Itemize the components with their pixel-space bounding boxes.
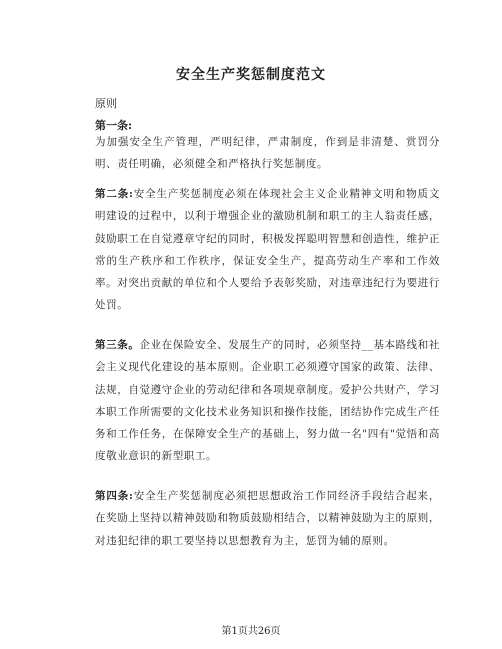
- article2-paragraph: [78, 183, 440, 317]
- article1-text: [78, 131, 440, 176]
- section-label: 原则: [95, 97, 117, 110]
- article2-heading: 第二条:: [95, 188, 134, 200]
- article4-body: 安全生产奖惩制度必须把思想政治工作同经济手段结合起来，在奖励上坚持以精神鼓励和物质鼓励相结合，以精神鼓励为主的原则，对违犯纪律的职工要坚持以思想教育为主，惩罚为辅的原则。: [95, 490, 440, 547]
- page-title: 安全生产奖惩制度范文: [176, 67, 326, 83]
- article3-body: 企业在保险安全、发展生产的同时，必须坚持__基本路线和社会主义现代化建设的基本原则。企业职工必须遵守国家的政策、法律、法规，自觉遵守企业的劳动纪律和各项规章制度。爱护公共财产，学习本职工作所需要的文化技术业务知识和操作技能，团结协作完成生产任务和工作任务，在保障安全生产的基础上，努力做一名"四有"觉悟和高度敬业意识的新型职工。: [95, 339, 440, 463]
- article4-paragraph: [78, 485, 440, 552]
- article4-heading: 第四条:: [95, 490, 134, 502]
- article2-body: 安全生产奖惩制度必须在体现社会主义企业精神文明和物质文明建设的过程中，以利于增强企业的激励机制和职工的主人翁责任感，鼓励职工在自觉遵章守纪的同时，积极发挥聪明智慧和创造性，维护正常的生产秩序和工作秩序，保证安全生产，提高劳动生产率和工作效率。对突出贡献的单位和个人要给予表彰奖励，对违章违纪行为要进行处罚。: [95, 188, 440, 312]
- article1-heading: 第一条:: [95, 119, 133, 132]
- article1-body: 为加强安全生产管理，严明纪律，严肃制度，作到是非清楚、赏罚分明、责任明确，必须健全和严格执行奖惩制度。: [95, 136, 440, 171]
- page-footer: 第1页共26页: [221, 626, 281, 637]
- article3-heading: 第三条。: [95, 339, 140, 351]
- article3-paragraph: [78, 334, 440, 468]
